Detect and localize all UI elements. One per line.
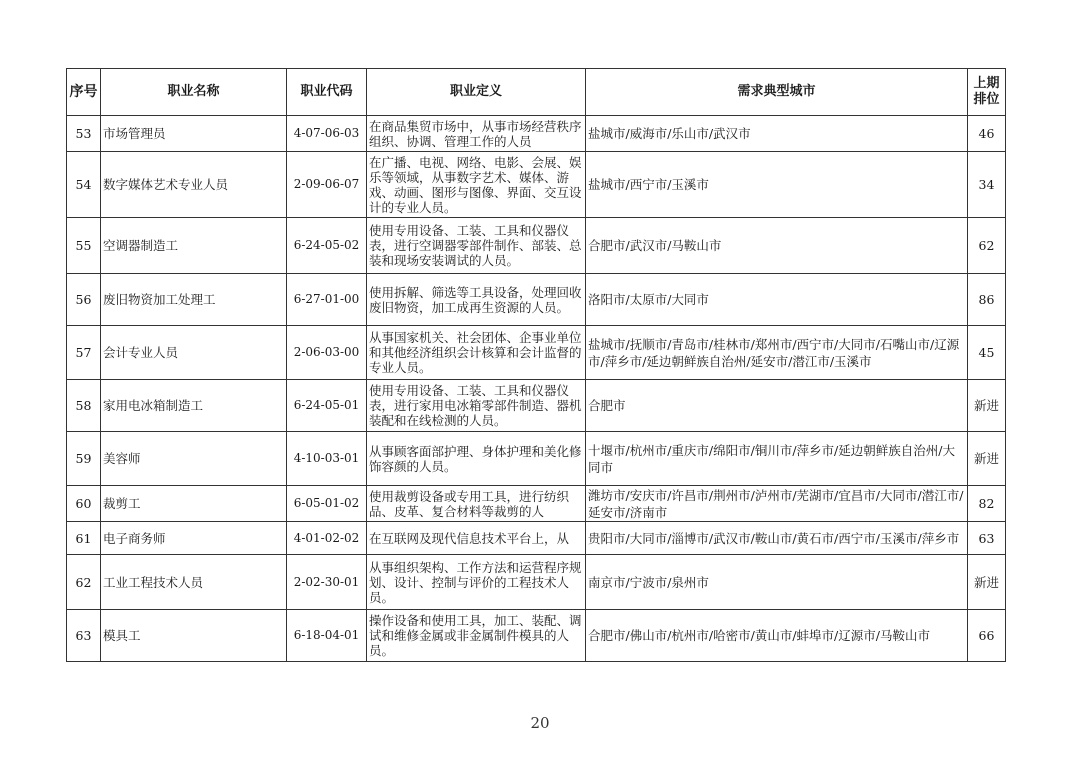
definition-text: 从事组织架构、工作方法和运营程序规划、设计、控制与评价的工程技术人员。 bbox=[369, 559, 582, 605]
table-row bbox=[67, 274, 1006, 326]
cell-typical-cities: 洛阳市/太原市/大同市 bbox=[586, 274, 968, 326]
cell-typical-cities: 南京市/宁波市/泉州市 bbox=[586, 555, 968, 610]
table-row bbox=[67, 326, 1006, 380]
cell-typical-cities: 盐城市/西宁市/玉溪市 bbox=[586, 152, 968, 218]
cell-previous-rank: 66 bbox=[968, 610, 1006, 662]
header-definition: 职业定义 bbox=[367, 69, 586, 116]
table-row bbox=[67, 555, 1006, 610]
cell-occupation-definition bbox=[367, 116, 586, 152]
cell-occupation-code: 4-07-06-03 bbox=[287, 116, 367, 152]
table-row bbox=[67, 610, 1006, 662]
cell-seq: 56 bbox=[67, 274, 101, 326]
cell-previous-rank: 46 bbox=[968, 116, 1006, 152]
cell-occupation-name: 家用电冰箱制造工 bbox=[101, 380, 287, 432]
cell-seq: 62 bbox=[67, 555, 101, 610]
cell-previous-rank: 86 bbox=[968, 274, 1006, 326]
cell-seq: 61 bbox=[67, 522, 101, 555]
table-header-row bbox=[67, 69, 1006, 116]
cell-occupation-definition bbox=[367, 152, 586, 218]
cell-previous-rank: 34 bbox=[968, 152, 1006, 218]
cell-seq: 59 bbox=[67, 432, 101, 486]
cell-occupation-name: 裁剪工 bbox=[101, 486, 287, 522]
cell-occupation-name: 市场管理员 bbox=[101, 116, 287, 152]
cell-occupation-name: 工业工程技术人员 bbox=[101, 555, 287, 610]
table-body bbox=[67, 116, 1006, 662]
cell-previous-rank: 新进 bbox=[968, 555, 1006, 610]
cell-occupation-definition bbox=[367, 380, 586, 432]
table-row bbox=[67, 380, 1006, 432]
header-cities: 需求典型城市 bbox=[586, 69, 968, 116]
cell-occupation-name: 电子商务师 bbox=[101, 522, 287, 555]
cell-typical-cities: 潍坊市/安庆市/许昌市/荆州市/泸州市/芜湖市/宜昌市/大同市/潜江市/延安市/济南市 bbox=[586, 486, 968, 522]
cell-previous-rank: 62 bbox=[968, 218, 1006, 274]
cell-typical-cities: 合肥市/佛山市/杭州市/哈密市/黄山市/蚌埠市/辽源市/马鞍山市 bbox=[586, 610, 968, 662]
cell-occupation-code: 2-09-06-07 bbox=[287, 152, 367, 218]
cell-occupation-definition bbox=[367, 522, 586, 555]
cell-previous-rank: 新进 bbox=[968, 380, 1006, 432]
cell-typical-cities: 十堰市/杭州市/重庆市/绵阳市/铜川市/萍乡市/延边朝鲜族自治州/大同市 bbox=[586, 432, 968, 486]
header-rank: 上期排位 bbox=[968, 69, 1006, 116]
definition-text: 在互联网及现代信息技术平台上，从 bbox=[369, 530, 570, 546]
cell-occupation-name: 数字媒体艺术专业人员 bbox=[101, 152, 287, 218]
cell-occupation-code: 6-24-05-02 bbox=[287, 218, 367, 274]
cell-seq: 63 bbox=[67, 610, 101, 662]
header-seq: 序号 bbox=[67, 69, 101, 116]
cell-previous-rank: 63 bbox=[968, 522, 1006, 555]
cell-seq: 54 bbox=[67, 152, 101, 218]
cell-seq: 57 bbox=[67, 326, 101, 380]
definition-text: 使用拆解、筛选等工具设备，处理回收废旧物资，加工成再生资源的人员。 bbox=[369, 284, 582, 315]
cell-occupation-definition bbox=[367, 326, 586, 380]
page-number: 20 bbox=[530, 714, 550, 732]
cell-typical-cities: 贵阳市/大同市/淄博市/武汉市/鞍山市/黄石市/西宁市/玉溪市/萍乡市 bbox=[586, 522, 968, 555]
definition-text: 在广播、电视、网络、电影、会展、娱乐等领域，从事数字艺术、媒体、游戏、动画、图形与图像、界面、交互设计的专业人员。 bbox=[369, 154, 582, 215]
cell-seq: 58 bbox=[67, 380, 101, 432]
cell-occupation-name: 美容师 bbox=[101, 432, 287, 486]
table-row bbox=[67, 152, 1006, 218]
cell-occupation-code: 6-24-05-01 bbox=[287, 380, 367, 432]
cell-typical-cities: 合肥市 bbox=[586, 380, 968, 432]
cell-occupation-definition bbox=[367, 274, 586, 326]
header-name: 职业名称 bbox=[101, 69, 287, 116]
cell-occupation-definition bbox=[367, 432, 586, 486]
table-row bbox=[67, 522, 1006, 555]
cell-occupation-code: 6-18-04-01 bbox=[287, 610, 367, 662]
table-row bbox=[67, 218, 1006, 274]
cell-typical-cities: 合肥市/武汉市/马鞍山市 bbox=[586, 218, 968, 274]
cell-occupation-definition bbox=[367, 486, 586, 522]
cell-occupation-definition bbox=[367, 555, 586, 610]
cell-typical-cities: 盐城市/抚顺市/青岛市/桂林市/郑州市/西宁市/大同市/石嘴山市/辽源市/萍乡市/延边朝鲜族自治州/延安市/潜江市/玉溪市 bbox=[586, 326, 968, 380]
table-row bbox=[67, 432, 1006, 486]
table-row bbox=[67, 486, 1006, 522]
cell-previous-rank: 45 bbox=[968, 326, 1006, 380]
header-code: 职业代码 bbox=[287, 69, 367, 116]
cell-occupation-code: 6-05-01-02 bbox=[287, 486, 367, 522]
cell-previous-rank: 新进 bbox=[968, 432, 1006, 486]
definition-text: 使用专用设备、工装、工具和仪器仪表，进行家用电冰箱零部件制造、器机装配和在线检测的人员。 bbox=[369, 383, 582, 428]
cell-previous-rank: 82 bbox=[968, 486, 1006, 522]
cell-occupation-code: 6-27-01-00 bbox=[287, 274, 367, 326]
cell-occupation-code: 4-01-02-02 bbox=[287, 522, 367, 555]
definition-text: 从事顾客面部护理、身体护理和美化修饰容颜的人员。 bbox=[369, 443, 582, 474]
definition-text: 使用裁剪设备或专用工具，进行纺织品、皮革、复合材料等裁剪的人 bbox=[369, 488, 570, 519]
definition-text: 操作设备和使用工具，加工、装配、调试和维修金属或非金属制件模具的人员。 bbox=[369, 613, 582, 658]
cell-occupation-code: 2-06-03-00 bbox=[287, 326, 367, 380]
cell-seq: 55 bbox=[67, 218, 101, 274]
cell-occupation-code: 2-02-30-01 bbox=[287, 555, 367, 610]
cell-occupation-name: 会计专业人员 bbox=[101, 326, 287, 380]
definition-text: 使用专用设备、工装、工具和仪器仪表，进行空调器零部件制作、部装、总装和现场安装调试的人员。 bbox=[369, 223, 582, 268]
cell-occupation-code: 4-10-03-01 bbox=[287, 432, 367, 486]
definition-text: 从事国家机关、社会团体、企事业单位和其他经济组织会计核算和会计监督的专业人员。 bbox=[369, 330, 582, 375]
cell-occupation-definition bbox=[367, 610, 586, 662]
cell-seq: 60 bbox=[67, 486, 101, 522]
cell-occupation-name: 模具工 bbox=[101, 610, 287, 662]
cell-typical-cities: 盐城市/威海市/乐山市/武汉市 bbox=[586, 116, 968, 152]
cell-occupation-name: 废旧物资加工处理工 bbox=[101, 274, 287, 326]
cell-seq: 53 bbox=[67, 116, 101, 152]
table-row bbox=[67, 116, 1006, 152]
definition-text: 在商品集贸市场中，从事市场经营秩序组织、协调、管理工作的人员 bbox=[369, 118, 582, 149]
cell-occupation-definition bbox=[367, 218, 586, 274]
occupation-table bbox=[66, 68, 1006, 662]
cell-occupation-name: 空调器制造工 bbox=[101, 218, 287, 274]
